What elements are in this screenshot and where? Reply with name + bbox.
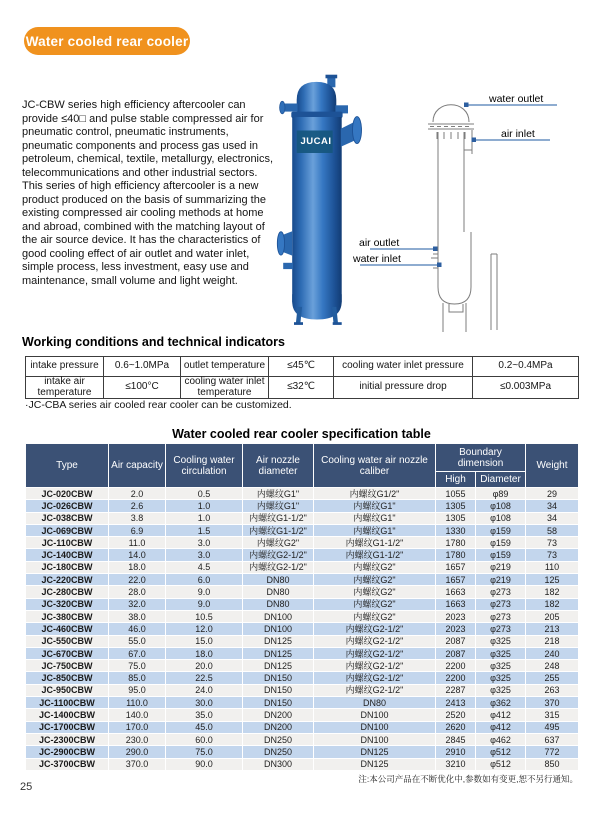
air-outlet-label: air outlet: [359, 237, 400, 249]
spec-value-cell: 6.9: [109, 524, 166, 536]
spec-value-cell: 4.5: [166, 561, 243, 573]
spec-value-cell: 9.0: [166, 598, 243, 610]
col-high: High: [436, 472, 476, 488]
spec-value-cell: φ159: [476, 537, 526, 549]
spec-value-cell: 1.0: [166, 500, 243, 512]
condition-value: ≤32℃: [269, 377, 334, 399]
col-boundary-dimension: Boundary dimension: [436, 444, 526, 472]
spec-value-cell: DN100: [314, 721, 436, 733]
spec-type-cell: JC-1700CBW: [26, 721, 109, 733]
spec-table-wrap: [25, 443, 578, 771]
spec-value-cell: 495: [526, 721, 579, 733]
condition-label: intake air temperature: [26, 377, 104, 399]
page-number: 25: [20, 781, 33, 793]
spec-value-cell: 1330: [436, 524, 476, 536]
spec-value-cell: 263: [526, 684, 579, 696]
spec-value-cell: 182: [526, 598, 579, 610]
spec-value-cell: 内螺纹G1": [314, 512, 436, 524]
spec-value-cell: 2520: [436, 709, 476, 721]
spec-value-cell: 90.0: [166, 758, 243, 770]
spec-value-cell: 125: [526, 574, 579, 586]
water-outlet-label: water outlet: [489, 93, 544, 105]
spec-row: [26, 660, 579, 672]
spec-value-cell: 20.0: [166, 660, 243, 672]
spec-type-cell: JC-550CBW: [26, 635, 109, 647]
spec-type-cell: JC-380CBW: [26, 610, 109, 622]
spec-value-cell: 14.0: [109, 549, 166, 561]
spec-value-cell: DN200: [243, 721, 314, 733]
spec-value-cell: 2413: [436, 697, 476, 709]
spec-value-cell: 内螺纹G1-1/2": [243, 524, 314, 536]
spec-value-cell: 110: [526, 561, 579, 573]
spec-value-cell: 2287: [436, 684, 476, 696]
spec-value-cell: 1663: [436, 598, 476, 610]
spec-value-cell: 15.0: [166, 635, 243, 647]
spec-type-cell: JC-180CBW: [26, 561, 109, 573]
spec-value-cell: DN100: [243, 610, 314, 622]
spec-value-cell: 1657: [436, 574, 476, 586]
spec-value-cell: φ325: [476, 672, 526, 684]
water-inlet-label: water inlet: [353, 253, 401, 265]
spec-type-cell: JC-280CBW: [26, 586, 109, 598]
spec-value-cell: 内螺纹G1": [314, 500, 436, 512]
col-cooling-water: Cooling water circulation: [166, 444, 243, 488]
spec-row: [26, 524, 579, 536]
spec-row: [26, 672, 579, 684]
spec-value-cell: DN100: [314, 733, 436, 745]
spec-value-cell: 850: [526, 758, 579, 770]
spec-value-cell: 315: [526, 709, 579, 721]
spec-value-cell: 248: [526, 660, 579, 672]
spec-value-cell: 内螺纹G2": [314, 610, 436, 622]
spec-value-cell: 110.0: [109, 697, 166, 709]
col-water-air-nozzle: Cooling water air nozzle caliber: [314, 444, 436, 488]
spec-value-cell: φ273: [476, 586, 526, 598]
spec-value-cell: DN200: [243, 709, 314, 721]
spec-value-cell: 2845: [436, 733, 476, 745]
spec-value-cell: 18.0: [109, 561, 166, 573]
spec-value-cell: DN150: [243, 672, 314, 684]
condition-label: cooling water inlet temperature: [181, 377, 269, 399]
spec-value-cell: 3.0: [166, 537, 243, 549]
spec-value-cell: φ325: [476, 635, 526, 647]
spec-type-cell: JC-850CBW: [26, 672, 109, 684]
spec-type-cell: JC-1400CBW: [26, 709, 109, 721]
spec-value-cell: 2.0: [109, 488, 166, 500]
spec-value-cell: DN125: [243, 647, 314, 659]
spec-type-cell: JC-020CBW: [26, 488, 109, 500]
spec-value-cell: 1663: [436, 586, 476, 598]
spec-value-cell: φ108: [476, 500, 526, 512]
spec-value-cell: 11.0: [109, 537, 166, 549]
spec-value-cell: 34: [526, 512, 579, 524]
spec-value-cell: 2200: [436, 660, 476, 672]
col-air-capacity: Air capacity: [109, 444, 166, 488]
spec-value-cell: DN125: [243, 635, 314, 647]
spec-row: [26, 500, 579, 512]
spec-value-cell: 230.0: [109, 733, 166, 745]
condition-value: ≤0.003MPa: [473, 377, 579, 399]
spec-value-cell: 240: [526, 647, 579, 659]
spec-row: [26, 598, 579, 610]
working-conditions-table: [25, 356, 579, 399]
spec-value-cell: 内螺纹G2": [314, 574, 436, 586]
spec-value-cell: φ512: [476, 746, 526, 758]
spec-value-cell: 85.0: [109, 672, 166, 684]
spec-footnote: 注:本公司产品在不断优化中,参数如有变更,恕不另行通知。: [358, 774, 578, 784]
condition-value: ≤45℃: [269, 357, 334, 377]
spec-value-cell: DN80: [243, 586, 314, 598]
spec-value-cell: 205: [526, 610, 579, 622]
spec-value-cell: 内螺纹G2-1/2": [314, 672, 436, 684]
spec-value-cell: 370.0: [109, 758, 166, 770]
spec-value-cell: 1780: [436, 549, 476, 561]
spec-type-cell: JC-220CBW: [26, 574, 109, 586]
spec-value-cell: 2087: [436, 635, 476, 647]
spec-value-cell: 75.0: [166, 746, 243, 758]
col-type: Type: [26, 444, 109, 488]
spec-value-cell: 140.0: [109, 709, 166, 721]
spec-value-cell: 75.0: [109, 660, 166, 672]
spec-value-cell: 55.0: [109, 635, 166, 647]
condition-label: cooling water inlet pressure: [334, 357, 473, 377]
air-inlet-label: air inlet: [501, 128, 535, 140]
spec-value-cell: 73: [526, 549, 579, 561]
spec-value-cell: φ219: [476, 561, 526, 573]
spec-value-cell: 3210: [436, 758, 476, 770]
spec-value-cell: 1305: [436, 500, 476, 512]
condition-value: 0.2~0.4MPa: [473, 357, 579, 377]
spec-type-cell: JC-2900CBW: [26, 746, 109, 758]
spec-type-cell: JC-670CBW: [26, 647, 109, 659]
spec-type-cell: JC-460CBW: [26, 623, 109, 635]
spec-row: [26, 758, 579, 770]
spec-row: [26, 647, 579, 659]
spec-value-cell: 95.0: [109, 684, 166, 696]
spec-value-cell: 内螺纹G2": [314, 598, 436, 610]
col-diameter: Diameter: [476, 472, 526, 488]
condition-label: intake pressure: [26, 357, 104, 377]
condition-label: initial pressure drop: [334, 377, 473, 399]
spec-table: [25, 443, 579, 771]
spec-type-cell: JC-320CBW: [26, 598, 109, 610]
spec-type-cell: JC-3700CBW: [26, 758, 109, 770]
spec-row: [26, 488, 579, 500]
spec-value-cell: DN100: [243, 623, 314, 635]
spec-value-cell: 内螺纹G2-1/2": [243, 561, 314, 573]
spec-value-cell: 1.0: [166, 512, 243, 524]
spec-value-cell: 772: [526, 746, 579, 758]
spec-value-cell: 73: [526, 537, 579, 549]
spec-row: [26, 610, 579, 622]
spec-table-title: Water cooled rear cooler specification table: [172, 427, 431, 441]
spec-value-cell: 内螺纹G1-1/2": [243, 512, 314, 524]
spec-value-cell: 22.0: [109, 574, 166, 586]
spec-value-cell: DN100: [314, 709, 436, 721]
spec-value-cell: 60.0: [166, 733, 243, 745]
spec-value-cell: 370: [526, 697, 579, 709]
spec-value-cell: DN80: [243, 574, 314, 586]
spec-value-cell: DN125: [243, 660, 314, 672]
spec-value-cell: 637: [526, 733, 579, 745]
spec-value-cell: φ159: [476, 549, 526, 561]
spec-value-cell: 内螺纹G2-1/2": [314, 660, 436, 672]
spec-type-cell: JC-750CBW: [26, 660, 109, 672]
spec-value-cell: 内螺纹G1": [243, 488, 314, 500]
working-conditions-table-wrap: [25, 356, 578, 399]
spec-value-cell: 0.5: [166, 488, 243, 500]
spec-value-cell: φ325: [476, 647, 526, 659]
spec-value-cell: 2910: [436, 746, 476, 758]
spec-value-cell: 29: [526, 488, 579, 500]
spec-value-cell: 45.0: [166, 721, 243, 733]
spec-value-cell: 10.5: [166, 610, 243, 622]
spec-value-cell: 58: [526, 524, 579, 536]
spec-value-cell: 内螺纹G2": [243, 537, 314, 549]
customization-note: ·JC-CBA series air cooled rear cooler can be customized.: [25, 399, 292, 411]
conditions-row: [26, 357, 579, 377]
spec-type-cell: JC-2300CBW: [26, 733, 109, 745]
cooler-outline-drawing: [345, 92, 603, 342]
spec-value-cell: 28.0: [109, 586, 166, 598]
spec-type-cell: JC-110CBW: [26, 537, 109, 549]
spec-value-cell: 2200: [436, 672, 476, 684]
spec-value-cell: DN80: [243, 598, 314, 610]
spec-value-cell: φ273: [476, 598, 526, 610]
spec-value-cell: DN150: [243, 697, 314, 709]
spec-value-cell: 1780: [436, 537, 476, 549]
spec-value-cell: 255: [526, 672, 579, 684]
spec-value-cell: 内螺纹G2": [314, 586, 436, 598]
spec-row: [26, 635, 579, 647]
page-title: Water cooled rear cooler: [25, 33, 189, 49]
spec-value-cell: DN150: [243, 684, 314, 696]
spec-value-cell: φ219: [476, 574, 526, 586]
spec-value-cell: 内螺纹G2": [314, 561, 436, 573]
spec-value-cell: φ462: [476, 733, 526, 745]
spec-value-cell: φ325: [476, 660, 526, 672]
spec-value-cell: 内螺纹G2-1/2": [314, 684, 436, 696]
spec-value-cell: DN250: [243, 733, 314, 745]
spec-value-cell: 67.0: [109, 647, 166, 659]
spec-value-cell: 2023: [436, 610, 476, 622]
spec-row: [26, 574, 579, 586]
outline-diagram: [345, 92, 603, 342]
spec-value-cell: 内螺纹G1": [314, 524, 436, 536]
spec-value-cell: 6.0: [166, 574, 243, 586]
spec-row: [26, 684, 579, 696]
condition-value: ≤100°C: [104, 377, 181, 399]
spec-value-cell: 46.0: [109, 623, 166, 635]
spec-value-cell: 290.0: [109, 746, 166, 758]
spec-row: [26, 586, 579, 598]
spec-value-cell: 18.0: [166, 647, 243, 659]
spec-value-cell: DN300: [243, 758, 314, 770]
spec-row: [26, 697, 579, 709]
spec-value-cell: 内螺纹G1-1/2": [314, 549, 436, 561]
spec-value-cell: 内螺纹G1/2": [314, 488, 436, 500]
spec-value-cell: 22.5: [166, 672, 243, 684]
condition-value: 0.6~1.0MPa: [104, 357, 181, 377]
spec-value-cell: φ325: [476, 684, 526, 696]
spec-value-cell: 1305: [436, 512, 476, 524]
spec-value-cell: 12.0: [166, 623, 243, 635]
spec-row: [26, 561, 579, 573]
working-conditions-heading: Working conditions and technical indicators: [22, 335, 285, 349]
spec-value-cell: 24.0: [166, 684, 243, 696]
spec-value-cell: DN125: [314, 758, 436, 770]
spec-value-cell: φ273: [476, 610, 526, 622]
spec-value-cell: 35.0: [166, 709, 243, 721]
spec-value-cell: 1657: [436, 561, 476, 573]
spec-row: [26, 746, 579, 758]
spec-value-cell: 38.0: [109, 610, 166, 622]
spec-value-cell: 1.5: [166, 524, 243, 536]
spec-type-cell: JC-038CBW: [26, 512, 109, 524]
spec-type-cell: JC-950CBW: [26, 684, 109, 696]
spec-value-cell: 2023: [436, 623, 476, 635]
spec-value-cell: 182: [526, 586, 579, 598]
spec-row: [26, 733, 579, 745]
spec-value-cell: 2620: [436, 721, 476, 733]
spec-value-cell: φ412: [476, 721, 526, 733]
spec-value-cell: 2.6: [109, 500, 166, 512]
spec-value-cell: DN250: [243, 746, 314, 758]
spec-value-cell: 内螺纹G2-1/2": [314, 647, 436, 659]
intro-paragraph: JC-CBW series high efficiency aftercooler can provide ≤40□ and pulse stable compressed air for pneumatic control, pneumatic instruments, pneumatic components and process gas used in petroleum, chemical, textile, metallurgy, electronics, telecommunications and other industrial sectors. This series of high efficiency aftercooler is a new product produced on the basis of summarizing the existing compressed air cooling methods at home and abroad, combined with the matching layout of the air source device. It has the characteristics of good cooling effect of air outlet and water inlet, simple process, less investment, easy use and maintenance, small volume and light weight.: [22, 99, 274, 287]
spec-value-cell: 9.0: [166, 586, 243, 598]
spec-type-cell: JC-140CBW: [26, 549, 109, 561]
spec-value-cell: 170.0: [109, 721, 166, 733]
spec-value-cell: φ512: [476, 758, 526, 770]
spec-row: [26, 623, 579, 635]
col-air-nozzle: Air nozzle diameter: [243, 444, 314, 488]
spec-value-cell: DN125: [314, 746, 436, 758]
spec-value-cell: φ89: [476, 488, 526, 500]
spec-value-cell: 内螺纹G2-1/2": [243, 549, 314, 561]
spec-value-cell: DN80: [314, 697, 436, 709]
spec-row: [26, 721, 579, 733]
spec-value-cell: φ159: [476, 524, 526, 536]
page-title-badge: [24, 27, 190, 55]
spec-value-cell: 213: [526, 623, 579, 635]
spec-value-cell: φ273: [476, 623, 526, 635]
spec-value-cell: 2087: [436, 647, 476, 659]
spec-value-cell: φ412: [476, 709, 526, 721]
spec-value-cell: 内螺纹G2-1/2": [314, 635, 436, 647]
spec-value-cell: 218: [526, 635, 579, 647]
spec-value-cell: φ108: [476, 512, 526, 524]
conditions-row: [26, 377, 579, 399]
spec-value-cell: 3.8: [109, 512, 166, 524]
spec-value-cell: 32.0: [109, 598, 166, 610]
spec-type-cell: JC-1100CBW: [26, 697, 109, 709]
spec-value-cell: 内螺纹G1": [243, 500, 314, 512]
spec-value-cell: φ362: [476, 697, 526, 709]
condition-label: outlet temperature: [181, 357, 269, 377]
spec-row: [26, 709, 579, 721]
spec-row: [26, 512, 579, 524]
spec-value-cell: 3.0: [166, 549, 243, 561]
spec-value-cell: 34: [526, 500, 579, 512]
brand-label: JUCAI: [300, 136, 332, 147]
spec-value-cell: 1055: [436, 488, 476, 500]
spec-value-cell: 30.0: [166, 697, 243, 709]
col-weight: Weight: [526, 444, 579, 488]
spec-row: [26, 537, 579, 549]
spec-value-cell: 内螺纹G1-1/2": [314, 537, 436, 549]
spec-type-cell: JC-069CBW: [26, 524, 109, 536]
spec-type-cell: JC-026CBW: [26, 500, 109, 512]
spec-row: [26, 549, 579, 561]
spec-value-cell: 内螺纹G2-1/2": [314, 623, 436, 635]
